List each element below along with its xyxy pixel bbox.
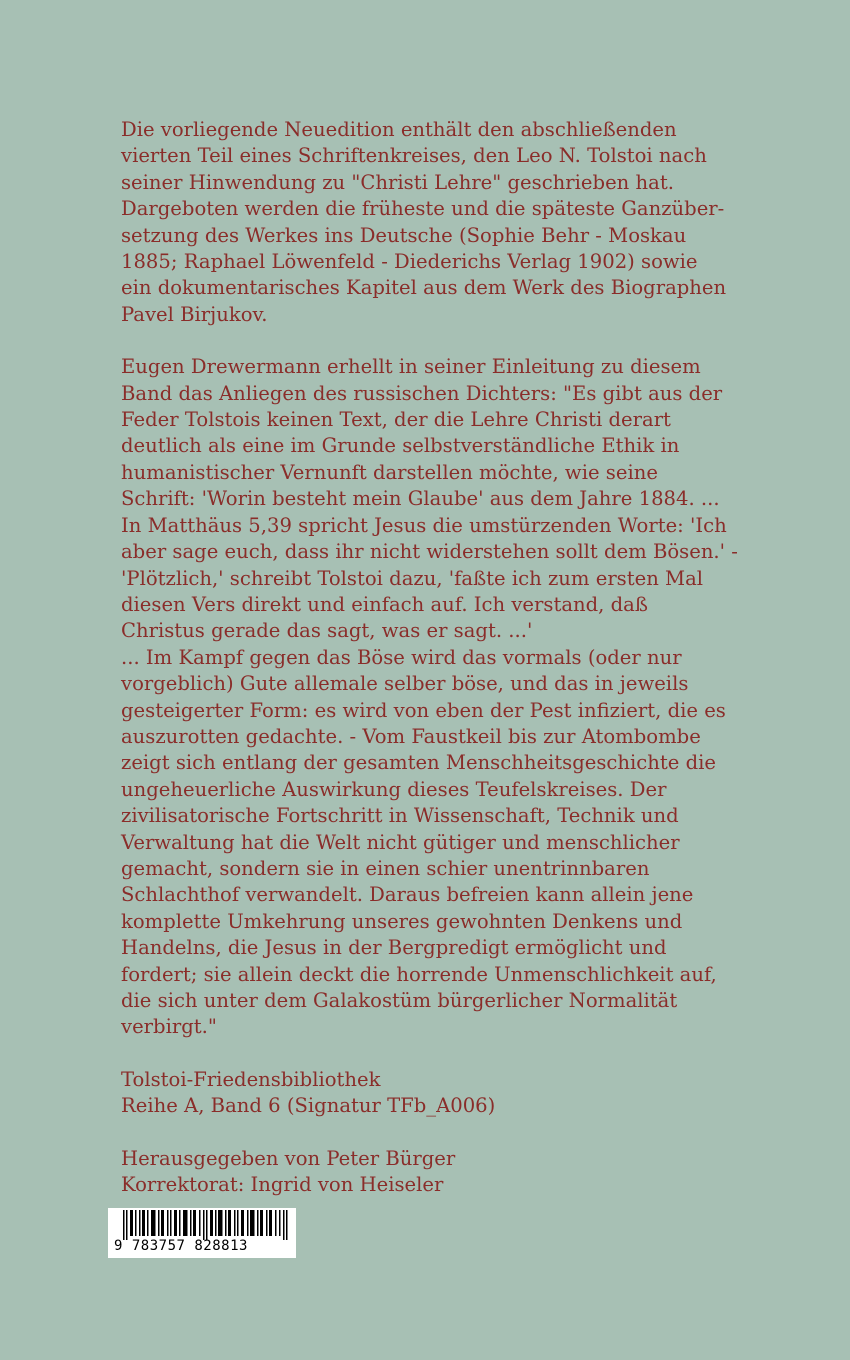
text-line: Handelns, die Jesus in der Bergpredigt ermöglicht und [121, 936, 667, 960]
text-line: vierten Teil eines Schriftenkreises, den Leo N. Tolstoi nach [121, 144, 707, 168]
text-line: Schlachthof verwandelt. Daraus befreien kann allein jene [121, 883, 694, 907]
text-line: fordert; sie allein deckt die horrende Unmenschlichkeit auf, [121, 962, 717, 986]
credits [121, 1146, 761, 1199]
text-line: Eugen Drewermann erhellt in seiner Einleitung zu diesem [121, 355, 701, 379]
series-info [121, 1067, 761, 1120]
text-line: auszurotten gedachte. - Vom Faustkeil bis zur Atombombe [121, 724, 701, 748]
text-line: setzung des Werkes ins Deutsche (Sophie Behr - Moskau [121, 223, 687, 247]
text-line: zivilisatorische Fortschritt in Wissenschaft, Technik und [121, 804, 679, 828]
text-line: Verwaltung hat die Welt nicht gütiger und menschlicher [121, 830, 680, 854]
text-line: aber sage euch, dass ihr nicht widerstehen sollt dem Bösen.' - [121, 540, 738, 564]
text-line: deutlich als eine im Grunde selbstverständliche Ethik in [121, 434, 680, 458]
text-line: ... Im Kampf gegen das Böse wird das vormals (oder nur [121, 645, 682, 669]
proofreading-credit: Korrektorat: Ingrid von Heiseler [121, 1173, 444, 1197]
text-line: Die vorliegende Neuedition enthält den abschließenden [121, 118, 677, 141]
series-volume: Reihe A, Band 6 (Signatur TFb_A006) [121, 1094, 496, 1118]
text-line: zeigt sich entlang der gesamten Menschheitsgeschichte die [121, 751, 716, 775]
text-line: 1885; Raphael Löwenfeld - Diederichs Verlag 1902) sowie [121, 250, 698, 274]
barcode-bars [123, 1210, 293, 1240]
text-line: seiner Hinwendung zu "Christi Lehre" geschrieben hat. [121, 170, 674, 194]
text-line: komplette Umkehrung unseres gewohnten Denkens und [121, 909, 683, 933]
text-line: 'Plötzlich,' schreibt Tolstoi dazu, 'faßte ich zum ersten Mal [121, 566, 704, 590]
isbn-number: 9 783757 828813 [114, 1238, 248, 1254]
editor-credit: Herausgegeben von Peter Bürger [121, 1146, 456, 1170]
text-line: Band das Anliegen des russischen Dichters: "Es gibt aus der [121, 381, 723, 405]
blurb-text [121, 117, 761, 1198]
paragraph-spacer [121, 328, 761, 354]
text-line: gesteigerter Form: es wird von eben der Pest infiziert, die es [121, 698, 726, 722]
text-line: gemacht, sondern sie in einen schier unentrinnbaren [121, 856, 650, 880]
text-line: humanistischer Vernunft darstellen möchte, wie seine [121, 460, 658, 484]
text-line: verbirgt." [121, 1015, 217, 1039]
series-name: Tolstoi-Friedensbibliothek [121, 1067, 381, 1091]
text-line: Christus gerade das sagt, was er sagt. ...' [121, 619, 533, 643]
text-line: Pavel Birjukov. [121, 302, 268, 326]
text-line: die sich unter dem Galakostüm bürgerlicher Normalität [121, 989, 678, 1012]
text-line: Schrift: 'Worin besteht mein Glaube' aus dem Jahre 1884. ... [121, 487, 720, 511]
text-line: diesen Vers direkt und einfach auf. Ich verstand, daß [121, 592, 648, 616]
text-line: Dargeboten werden die früheste und die späteste Ganzüber- [121, 197, 725, 221]
text-line: In Matthäus 5,39 spricht Jesus die umstürzenden Worte: 'Ich [121, 513, 727, 537]
paragraph-spacer [121, 1120, 761, 1146]
paragraph-intro [121, 117, 761, 328]
text-line: ungeheuerliche Auswirkung dieses Teufelskreises. Der [121, 777, 667, 801]
paragraph-spacer [121, 1041, 761, 1067]
text-line: vorgeblich) Gute allemale selber böse, und das in jeweils [121, 672, 689, 696]
text-line: ein dokumentarisches Kapitel aus dem Werk des Biographen [121, 276, 727, 300]
paragraph-quote [121, 354, 761, 1041]
text-line: Feder Tolstois keinen Text, der die Lehre Christi derart [121, 408, 671, 432]
isbn-barcode [108, 1208, 296, 1258]
